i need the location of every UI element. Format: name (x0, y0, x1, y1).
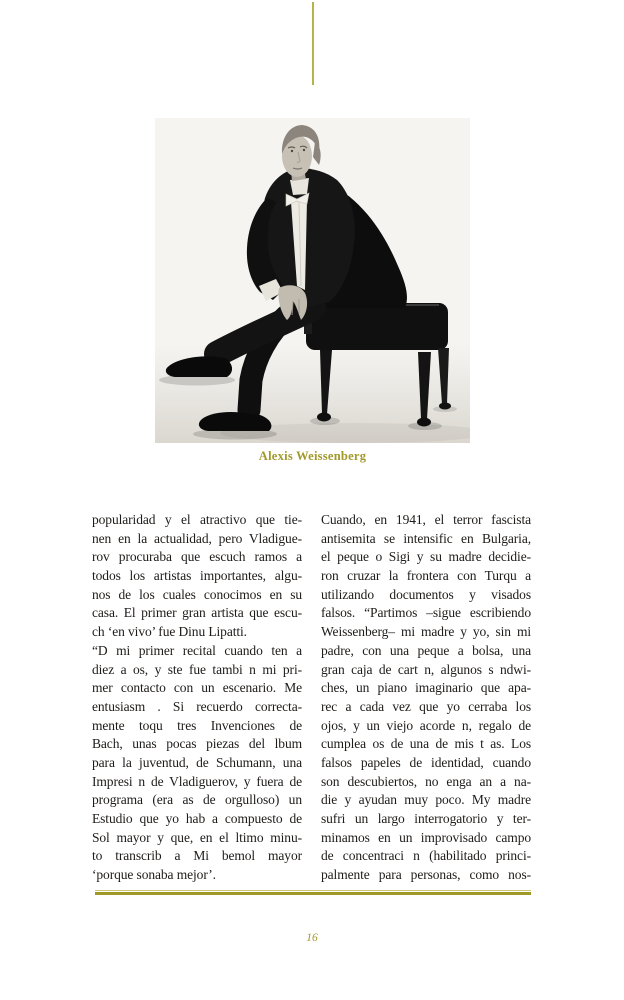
bottom-double-rule (95, 890, 531, 895)
text-line: die y ayudan muy poco. My madre (321, 792, 531, 808)
page-number: 16 (306, 932, 318, 944)
photo-figure (155, 118, 470, 464)
text-line: Weissenberg– mi madre y yo, sin mi (321, 624, 531, 640)
text-line: falsos papeles de identidad, cuando (321, 754, 531, 770)
text-line: el peque o Sigi y su madre decidie- (321, 549, 531, 565)
text-line: son descubiertos, no enga an a na- (321, 773, 531, 789)
text-line: popularidad y el atractivo que tie- (92, 512, 302, 527)
text-line: rov procuraba que escuch ramos a (92, 549, 302, 565)
text-line: palmente para personas, como nos- (321, 867, 531, 883)
text-line: gran caja de cart n, algunos s ndwi- (321, 661, 531, 677)
text-line: mente toqu tres Invenciones de (92, 717, 302, 733)
text-line: Sol mayor y que, en el ltimo minu- (92, 829, 302, 845)
text-line: casa. El primer gran artista que escu- (92, 605, 302, 621)
text-line: antisemita se intensific en Bulgaria, (321, 530, 531, 546)
text-line: Estudio que yo hab a compuesto de (92, 811, 302, 826)
text-line: ch ‘en vivo’ fue Dinu Lipatti. (92, 624, 247, 640)
text-line: todos los artistas importantes, algu- (92, 568, 302, 584)
text-line: Bach, unas pocas piezas del lbum (92, 736, 302, 752)
text-line: padre, con una peque a bolsa, una (321, 642, 531, 658)
text-line: Cuando, en 1941, el terror fascista (321, 512, 531, 527)
text-line: mer contacto con un escenario. Me (92, 680, 302, 696)
text-line: programa (era as de orgulloso) un (92, 792, 302, 808)
text-line: ches, un piano imaginario que apa- (321, 680, 531, 696)
text-line: diez a os, y ste fue tambi n mi pri- (92, 661, 302, 677)
text-column-left (92, 511, 302, 885)
text-line: nen en la actualidad, pero Vladigue- (92, 530, 302, 546)
photo-caption: Alexis Weissenberg (258, 449, 367, 463)
text-line: “D mi primer recital cuando ten a (92, 642, 302, 658)
pianist-portrait-photo (155, 118, 470, 443)
text-line: ‘porque sonaba mejor’. (92, 867, 216, 883)
text-line: cumplea os de una de mis t as. Los (321, 736, 531, 752)
text-line: minamos en un improvisado campo (321, 829, 531, 845)
text-line: sufri un largo interrogatorio y ter- (321, 811, 531, 826)
text-line: to transcrib a Mi bemol mayor (92, 848, 302, 864)
text-line: para la juventud, de Schumann, una (92, 754, 302, 770)
text-line: nos de los cuales conocimos en su (92, 586, 302, 602)
text-line: de concentraci n (habilitado princi- (321, 848, 531, 864)
top-divider-line (312, 2, 314, 85)
text-line: entusiasm . Si recuerdo correcta- (92, 698, 302, 714)
text-line: Impresi n de Vladiguerov, y fuera de (92, 773, 302, 789)
text-line: ojos, y un viejo acorde n, regalo de (321, 717, 531, 733)
text-line: falsos. “Partimos –sigue escribiendo (321, 605, 531, 621)
text-line: utilizando documentos y visados (321, 586, 531, 602)
text-line: rec a cada vez que yo cerraba los (321, 698, 531, 714)
text-line: ron cruzar la frontera con Turqu a (321, 568, 531, 584)
text-column-right (321, 511, 531, 885)
